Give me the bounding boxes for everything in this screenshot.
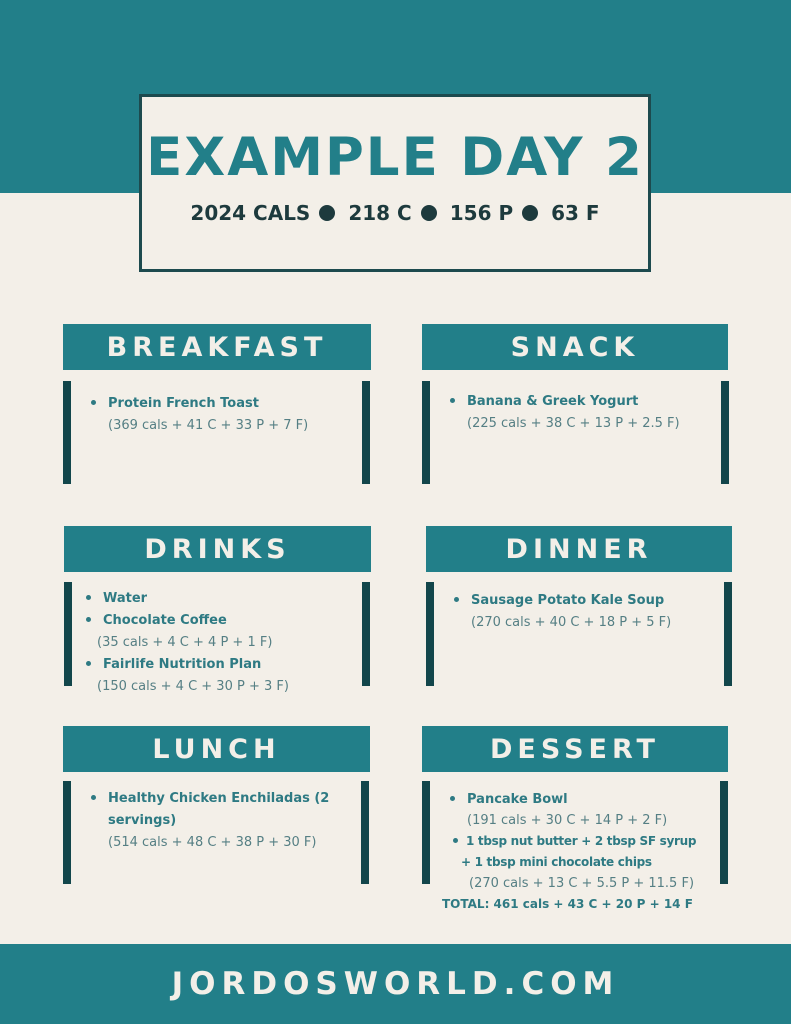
right-bar	[362, 582, 370, 686]
dessert-total: TOTAL: 461 cals + 43 C + 20 P + 14 F	[442, 897, 693, 911]
drinks-section	[64, 526, 372, 694]
bullet-icon	[450, 796, 455, 801]
right-bar	[362, 381, 370, 484]
snack-items	[450, 391, 680, 435]
bullet-icon	[91, 400, 96, 405]
breakfast-section	[63, 324, 371, 486]
item-macros: (270 cals + 13 C + 5.5 P + 11.5 F)	[469, 876, 695, 891]
lunch-items	[91, 788, 329, 854]
item-macros: (514 cals + 48 C + 38 P + 30 F)	[108, 835, 317, 850]
left-bar	[63, 781, 71, 884]
dessert-section	[422, 726, 730, 926]
bullet-icon	[454, 597, 459, 602]
macro-carbs: 218 C	[348, 201, 412, 225]
list-item: Chocolate Coffee	[86, 610, 289, 632]
left-bar	[64, 582, 72, 686]
bullet-icon	[86, 595, 91, 600]
item-name-continued: servings)	[108, 813, 177, 828]
list-item: Banana & Greek Yogurt	[450, 391, 680, 413]
right-bar	[724, 582, 732, 686]
bullet-icon	[86, 661, 91, 666]
bullet-icon	[91, 795, 96, 800]
item-name-continued: + 1 tbsp mini chocolate chips	[461, 855, 652, 869]
title-box	[139, 94, 651, 272]
item-macros: (191 cals + 30 C + 14 P + 2 F)	[467, 813, 668, 828]
section-heading-breakfast: BREAKFAST	[63, 324, 371, 370]
item-macros: (35 cals + 4 C + 4 P + 1 F)	[97, 635, 273, 650]
dot-icon	[522, 205, 538, 221]
list-item: Sausage Potato Kale Soup	[454, 590, 671, 612]
breakfast-items	[91, 393, 308, 437]
snack-section	[422, 324, 730, 486]
list-item: Pancake Bowl	[442, 789, 696, 810]
dinner-items	[454, 590, 671, 634]
bullet-icon	[453, 838, 458, 843]
right-bar	[361, 781, 369, 884]
drinks-items	[86, 588, 289, 698]
list-item: Fairlife Nutrition Plan	[86, 654, 289, 676]
section-heading-dessert: DESSERT	[422, 726, 728, 772]
list-item: Protein French Toast	[91, 393, 308, 415]
item-macros: (150 cals + 4 C + 30 P + 3 F)	[97, 679, 289, 694]
section-heading-drinks: DRINKS	[64, 526, 371, 572]
list-item: Healthy Chicken Enchiladas (2	[91, 788, 329, 810]
item-macros: (369 cals + 41 C + 33 P + 7 F)	[108, 418, 309, 433]
dot-icon	[319, 205, 335, 221]
list-item: Water	[86, 588, 289, 610]
macro-fat: 63 F	[551, 201, 600, 225]
left-bar	[422, 381, 430, 484]
item-macros: (225 cals + 38 C + 13 P + 2.5 F)	[467, 416, 680, 431]
left-bar	[63, 381, 71, 484]
daily-macros	[142, 201, 648, 225]
macro-calories: 2024 CALS	[190, 201, 311, 225]
page-title: EXAMPLE DAY 2	[146, 127, 644, 188]
macro-protein: 156 P	[449, 201, 514, 225]
left-bar	[426, 582, 434, 686]
bullet-icon	[86, 617, 91, 622]
footer-website: JORDOSWORLD.COM	[171, 966, 620, 1002]
item-macros: (270 cals + 40 C + 18 P + 5 F)	[471, 615, 672, 630]
section-heading-dinner: DINNER	[426, 526, 732, 572]
right-bar	[721, 381, 729, 484]
section-heading-snack: SNACK	[422, 324, 728, 370]
dinner-section	[426, 526, 734, 688]
right-bar	[720, 781, 728, 884]
bullet-icon	[450, 398, 455, 403]
left-bar	[422, 781, 430, 884]
lunch-section	[63, 726, 371, 888]
dessert-items	[442, 789, 696, 915]
dot-icon	[421, 205, 437, 221]
list-item: 1 tbsp nut butter + 2 tbsp SF syrup	[442, 831, 696, 852]
section-heading-lunch: LUNCH	[63, 726, 370, 772]
